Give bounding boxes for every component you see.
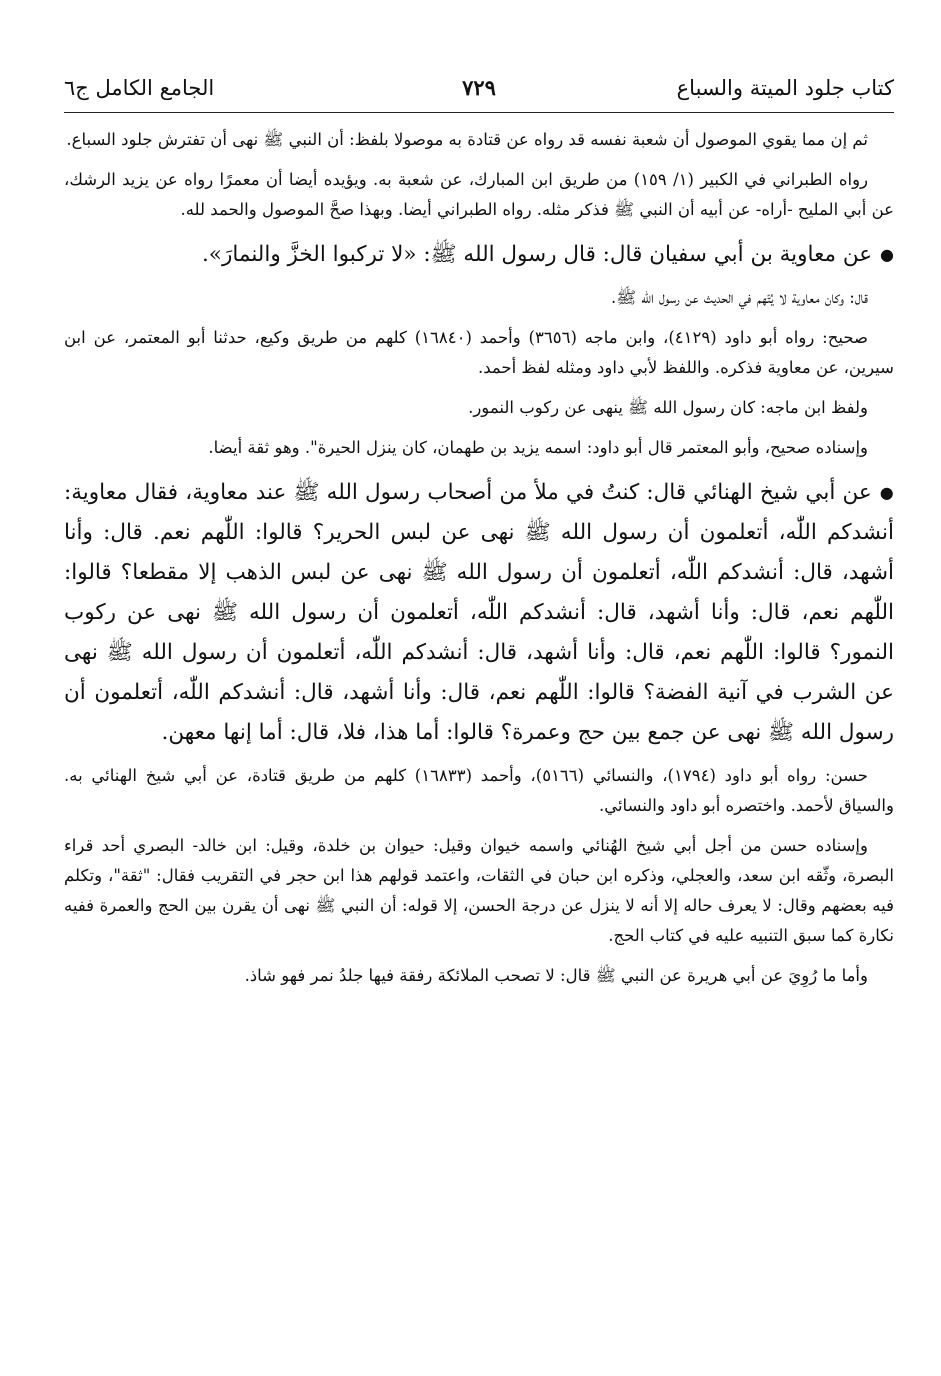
note-paragraph: رواه الطبراني في الكبير (١/ ١٥٩) من طريق ابن المبارك، عن شعبة به. ويؤيده أيضا أن معمرًا رواه عن يزيد الرشك، عن أبي المليح -أراه- عن أبيه أن النبي ﷺ فذكر مثله. رواه الطبراني أيضا. وبهذا صحَّ الموصول والحمد لله.: [64, 170, 894, 219]
note-paragraph: قال: وكان معاوية لا يُتّهم في الحديث عن رسول الله ﷺ.: [610, 288, 868, 307]
note-paragraph: وإسناده صحيح، وأبو المعتمر قال أبو داود: اسمه يزيد بن طهمان، كان ينزل الحيرة". وهو ثقة أيضا.: [208, 438, 868, 457]
page-number: ٧٢٩: [462, 75, 496, 100]
page-header: [64, 68, 894, 113]
bullet-icon: ●: [880, 245, 894, 264]
bullet-icon: ●: [879, 483, 894, 502]
hadith-paragraph: ●عن أبي شيخ الهنائي قال: كنتُ في ملأ من أصحاب رسول الله ﷺ عند معاوية، فقال معاوية: أنشدكم اللّٰه، أتعلمون أن رسول الله ﷺ نهى عن لبس الحرير؟ قالوا: اللّٰهم نعم. قال: وأنا أشهد، قال: أنشدكم اللّٰه، أتعلمون أن رسول الله ﷺ نهى عن لبس الذهب إلا مقطعا؟ قالوا: اللّٰهم نعم، قال: وأنا أشهد، قال: أنشدكم اللّٰه، أتعلمون أن رسول الله ﷺ نهى عن ركوب النمور؟ قالوا: اللّٰهم نعم، قال: وأنا أشهد، قال: أنشدكم اللّٰه، أتعلمون أن رسول الله ﷺ نهى عن الشرب في آنية الفضة؟ قالوا: اللّٰهم نعم، قال: وأنا أشهد، قال: أنشدكم اللّٰه، أتعلمون أن رسول الله ﷺ نهى عن جمع بين حج وعمرة؟ قالوا: أما هذا، فلا، قال: أما إنها معهن.: [64, 480, 894, 745]
note-paragraph: ولفظ ابن ماجه: كان رسول الله ﷺ ينهى عن ركوب النمور.: [468, 398, 868, 417]
note-paragraph: صحيح: رواه أبو داود (٤١٢٩)، وابن ماجه (٣٦٥٦) وأحمد (١٦٨٤٠) كلهم من طريق وكيع، حدثنا أبو المعتمر، عن ابن سيرين، عن معاوية فذكره. واللفظ لأبي داود ومثله لفظ أحمد.: [64, 328, 894, 377]
book-title: كتاب جلود الميتة والسباع: [676, 76, 894, 100]
note-paragraph: وإسناده حسن من أجل أبي شيخ الهُنائي واسمه خيوان وقيل: حيوان بن خلدة، وقيل: ابن خالد- البصري أحد قراء البصرة، وثّقه ابن سعد، والعجلي، وذكره ابن حبان في الثقات، واعتمد قولهم هذا ابن حجر في التقريب فقال: "ثقة"، وتكلم فيه بعضهم وقال: لا يعرف حاله إلا أنه لا ينزل عن درجة الحسن، إلا قوله: أن النبي ﷺ نهى أن يقرن بين الحج والعمرة ففيه نكارة كما سبق التنبيه عليه في كتاب الحج.: [64, 836, 894, 945]
note-paragraph: وأما ما رُوِيَ عن أبي هريرة عن النبي ﷺ قال: لا تصحب الملائكة رفقة فيها جلدُ نمر فهو شاذ.: [244, 966, 868, 985]
hadith-paragraph: ●عن معاوية بن أبي سفيان قال: قال رسول الله ﷺ: «لا تركبوا الخزَّ والنمارَ».: [201, 242, 894, 267]
page-body: [64, 125, 894, 991]
series-title: الجامع الكامل ج٦: [64, 76, 215, 100]
note-paragraph: ثم إن مما يقوي الموصول أن شعبة نفسه قد رواه عن قتادة به موصولا بلفظ: أن النبي ﷺ نهى أن تفترش جلود السباع.: [66, 130, 868, 149]
book-page: [64, 68, 894, 1001]
note-paragraph: حسن: رواه أبو داود (١٧٩٤)، والنسائي (٥١٦٦)، وأحمد (١٦٨٣٣) كلهم من طريق قتادة، عن أبي شيخ الهنائي به. والسياق لأحمد. واختصره أبو داود والنسائي.: [64, 766, 894, 815]
